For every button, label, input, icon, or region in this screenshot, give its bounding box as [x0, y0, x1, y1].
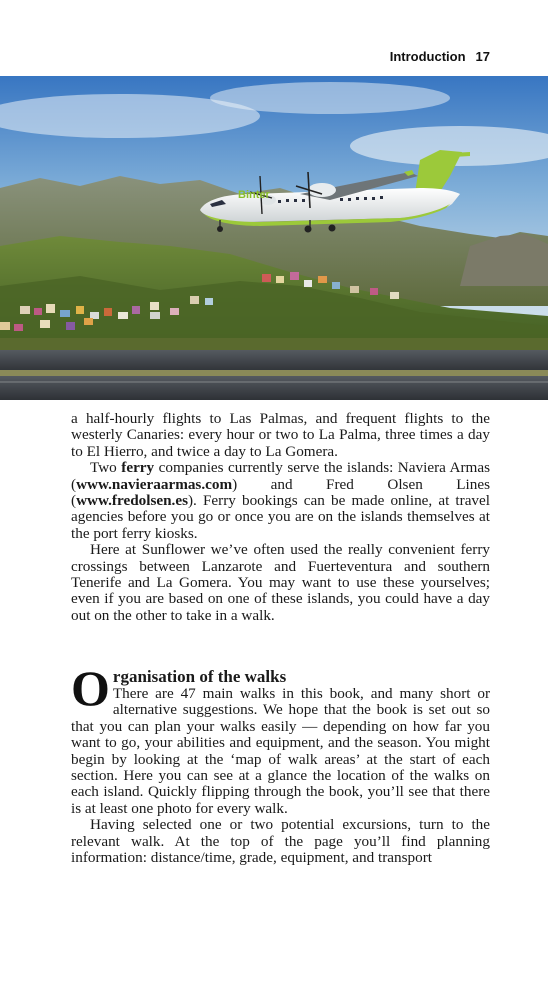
section-title: Introduction: [389, 49, 466, 64]
paragraph-planning: Having selected one or two potential excursions, turn to the relevant walk. At the top of the page you’ll find planning information: distance/time, grade, equipment, and transport: [71, 816, 490, 867]
running-head: [390, 49, 490, 64]
paragraph-sunflower: Here at Sunflower we’ve often used the really convenient ferry crossings between Lanzarote and Fuerteventura and southern Tenerife and La Gomera. You may want to use these yourselves; even if you are based on one of these islands, you could have a day out on the other to take in a walk.: [71, 541, 490, 624]
livery-text: Binter: [238, 189, 270, 201]
paragraph-ferry: Two ferry companies currently serve the islands: Naviera Armas (www.navieraarmas.com) and Fred Olsen Lines (www.fredolsen.es). Ferry bookings can be made online, at travel agencies before you go or once you are on the islands themselves at the port ferry kiosks.: [71, 459, 491, 542]
airplane-photo: [0, 76, 548, 400]
body-text: [71, 411, 490, 624]
ferry-term: ferry: [121, 459, 155, 477]
paragraph-walks: There are 47 main walks in this book, and many short or alternative suggestions. We hope that the book is set out so that you can plan your walks easily — depending on how far you want to go, your abilities and equipment, and the season. You might begin by looking at the ‘map of walk areas’ at the start of each section. Here you can see at a glance the location of the walks on each island. Quickly flipping through the book, you’ll see that there is at least one photo for every walk.: [71, 685, 490, 817]
paragraph-flights: a half-hourly flights to Las Palmas, and frequent flights to the westerly Canaries: every hour or two to La Palma, three times a day to El Hierro, and twice a day to La Gomera.: [71, 410, 490, 460]
naviera-armas-link[interactable]: www.navieraarmas.com: [76, 475, 233, 493]
section-heading: rganisation of the walks: [112, 667, 287, 686]
organisation-section: [71, 660, 490, 867]
fred-olsen-link[interactable]: www.fredolsen.es: [76, 492, 188, 510]
page-number: 17: [475, 49, 490, 64]
drop-cap: O: [71, 660, 110, 716]
